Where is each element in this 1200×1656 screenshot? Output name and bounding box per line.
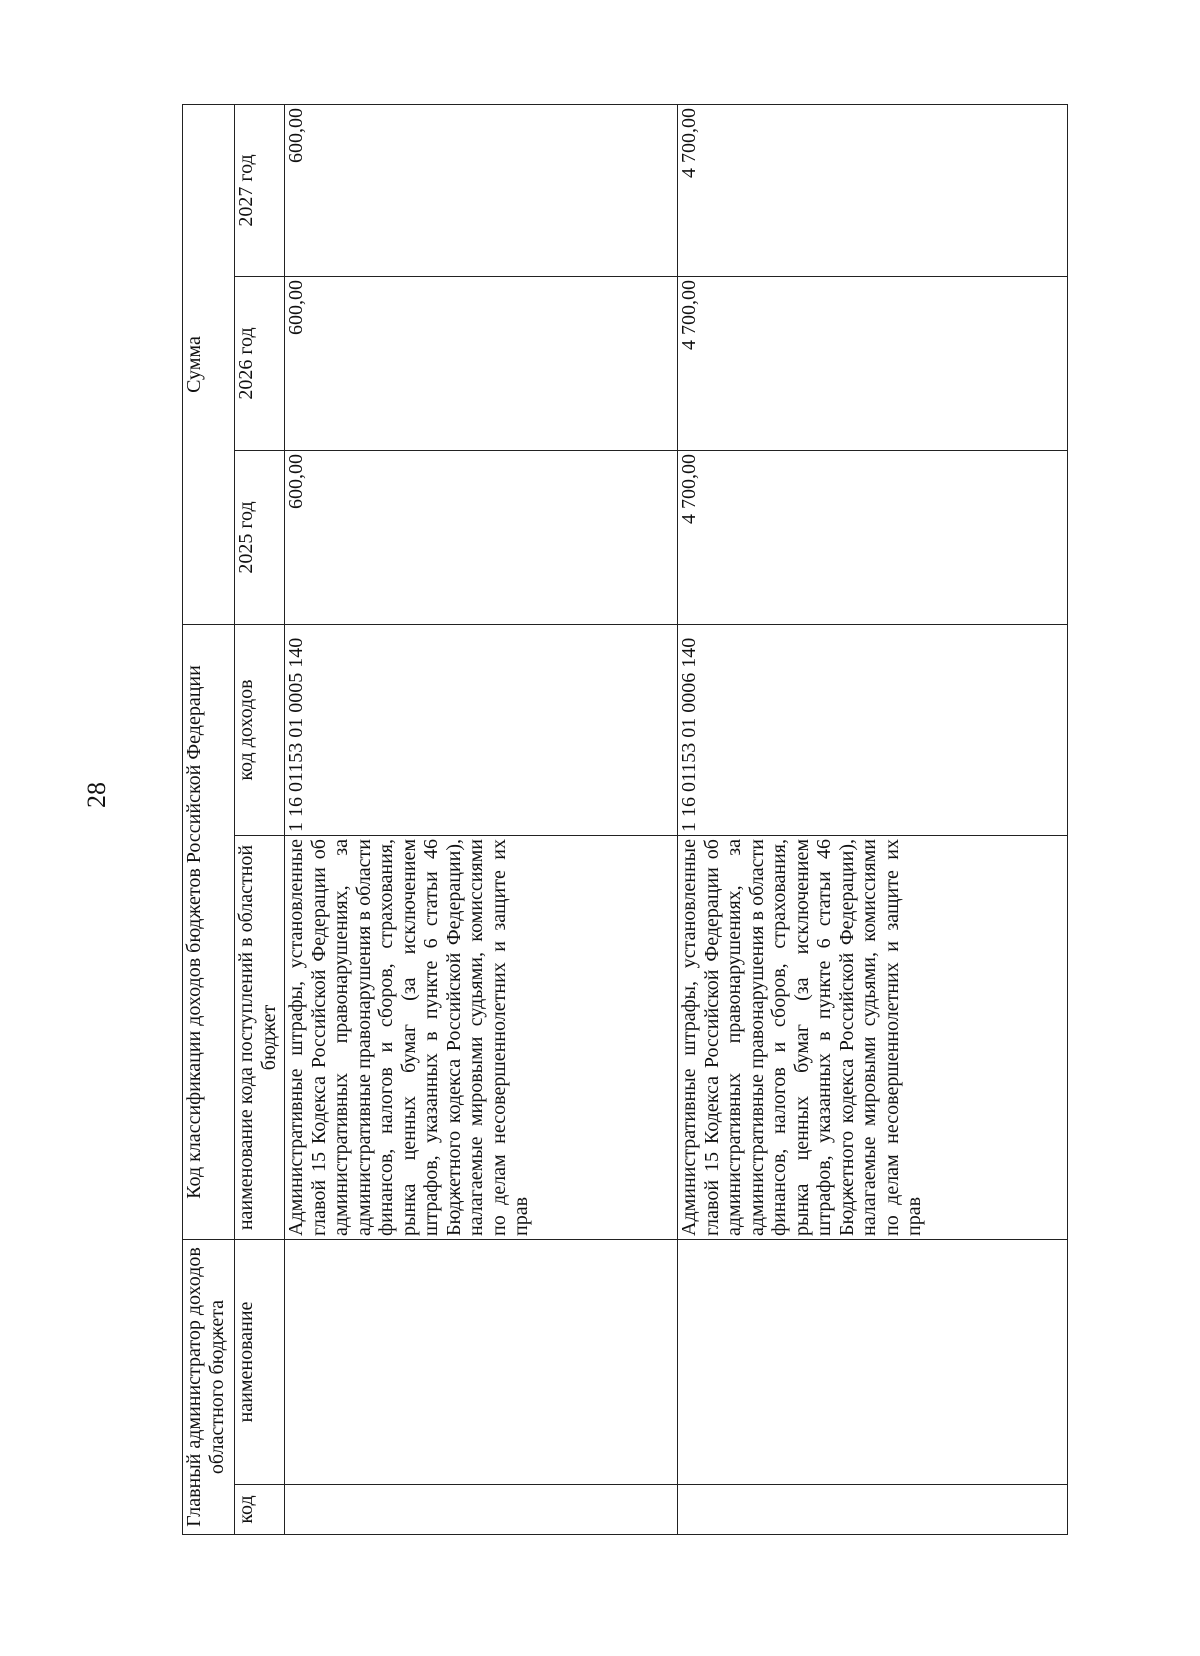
admin-name-cell [678,1240,1068,1485]
header-year-2025: 2025 год [235,451,285,625]
header-year-2027: 2027 год [235,104,285,276]
revenue-classification-table [182,104,1068,1535]
table-row [678,104,1068,1534]
header-admin-name: наименование [235,1240,285,1485]
admin-code-cell [678,1485,1068,1535]
income-code-cell: 1 16 01153 01 0005 140 [285,625,678,836]
sum-2027-cell: 600,00 [285,104,678,276]
income-description-cell: Административные штрафы, установленные главой 15 Кодекса Российской Федерации об административных правонарушениях, за административные правонарушения в области финансов, налогов и сборов, страхования, рынка ценных бумаг (за исключением штрафов, указанных в пункте 6 статьи 46 Бюджетного кодекса Российской Федерации), налагаемые мировыми судьями, комиссиями по делам несовершеннолетних и защите их прав [285,836,678,1240]
header-income-name: наименование кода поступлений в областной бюджет [235,836,285,1240]
income-code-cell: 1 16 01153 01 0006 140 [678,625,1068,836]
header-income-code: код доходов [235,625,285,836]
page-number: 28 [82,782,111,808]
sum-2025-cell: 4 700,00 [678,451,1068,625]
sum-2027-cell: 4 700,00 [678,104,1068,276]
table-row [285,104,678,1534]
header-year-2026: 2026 год [235,277,285,451]
sum-2026-cell: 4 700,00 [678,277,1068,451]
admin-code-cell [285,1485,678,1535]
admin-name-cell [285,1240,678,1485]
rotated-table-wrapper [182,105,1104,1535]
sum-2026-cell: 600,00 [285,277,678,451]
header-admin-group: Главный администратор доходов областного бюджета [183,1240,235,1535]
sum-2025-cell: 600,00 [285,451,678,625]
header-sum-group: Сумма [183,104,235,624]
header-classification-group: Код классификации доходов бюджетов Российской Федерации [183,625,235,1240]
income-description-cell: Административные штрафы, установленные главой 15 Кодекса Российской Федерации об административных правонарушениях, за административные правонарушения в области финансов, налогов и сборов, страхования, рынка ценных бумаг (за исключением штрафов, указанных в пункте 6 статьи 46 Бюджетного кодекса Российской Федерации), налагаемые мировыми судьями, комиссиями по делам несовершеннолетних и защите их прав [678,836,1068,1240]
header-admin-code: код [235,1485,285,1535]
